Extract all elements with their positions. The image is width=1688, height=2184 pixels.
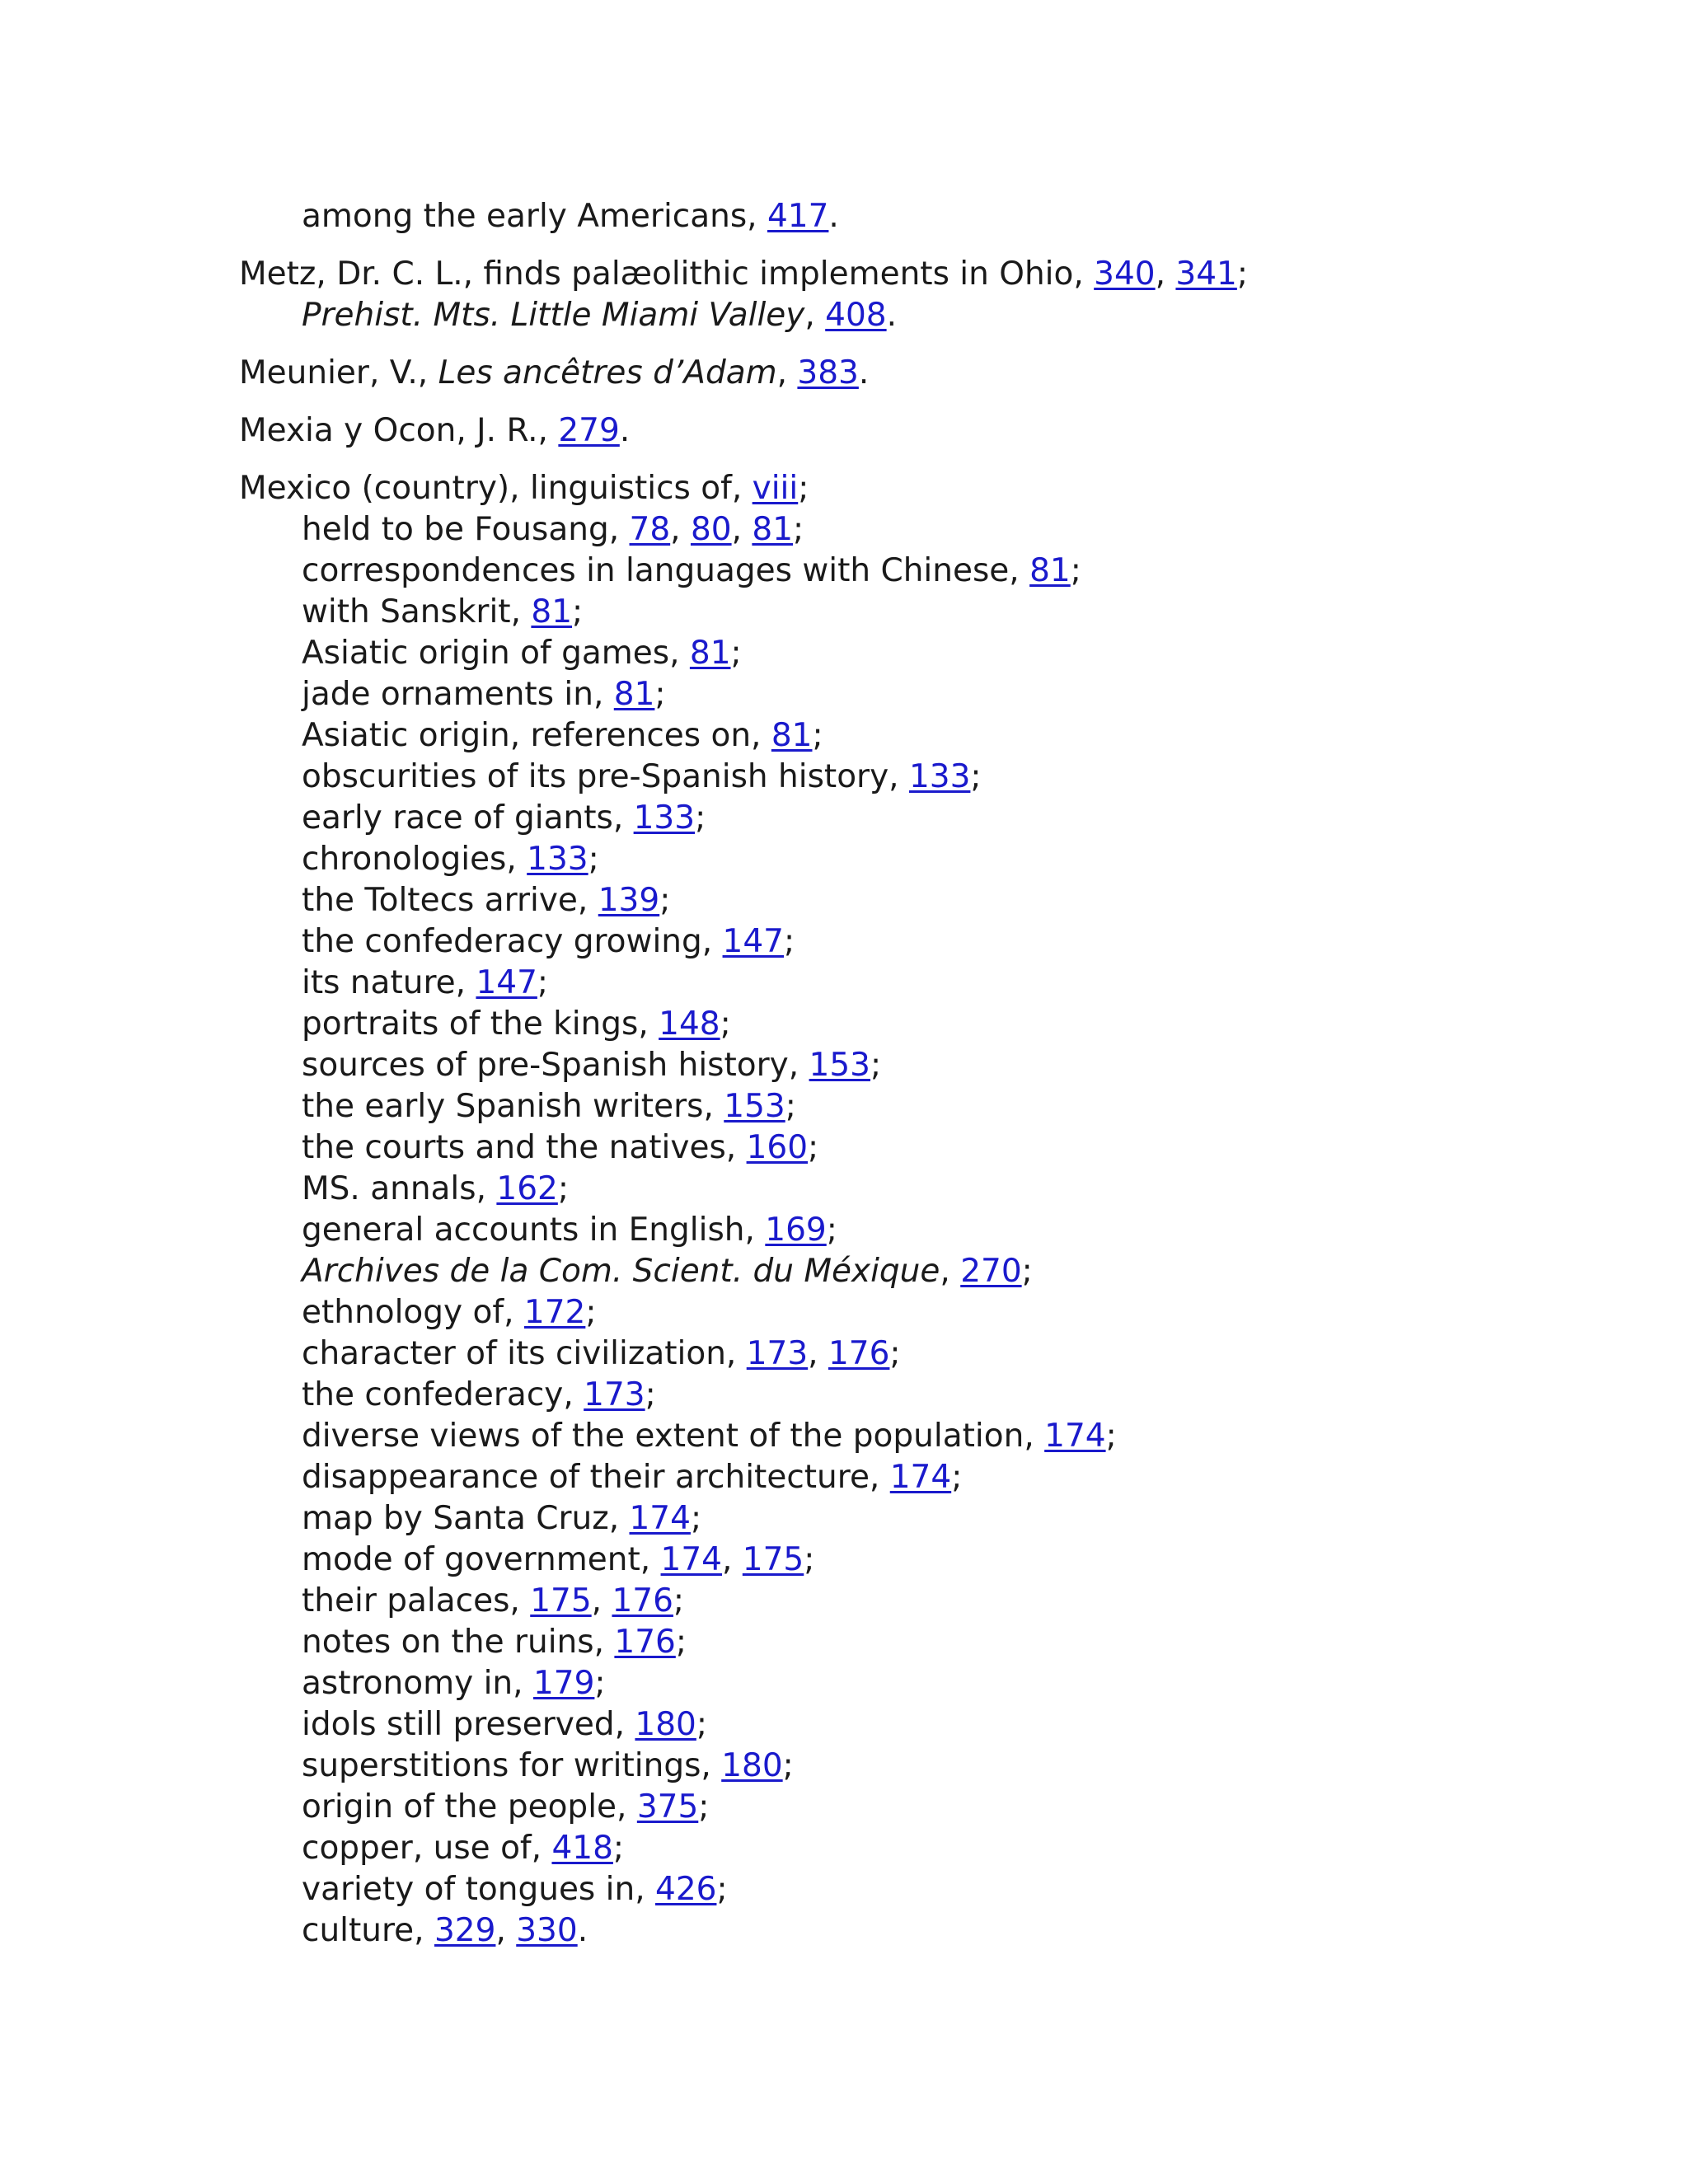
page-reference-link[interactable]: 139	[598, 882, 660, 919]
page-reference-link[interactable]: 153	[809, 1047, 870, 1084]
page-reference-link[interactable]: 174	[629, 1500, 691, 1537]
index-text: ,	[731, 511, 753, 548]
index-text: ;	[808, 1129, 819, 1166]
index-subentry-line	[239, 1457, 1640, 1498]
index-subentry-line	[239, 1086, 1640, 1127]
index-text: its nature,	[302, 964, 476, 1001]
index-subentry-line	[239, 1910, 1640, 1952]
index-subentry-line	[239, 963, 1640, 1004]
index-text: mode of government,	[302, 1541, 661, 1578]
index-subentry-line	[239, 1663, 1640, 1704]
index-text: ;	[645, 1376, 656, 1413]
index-text: ;	[557, 1170, 569, 1207]
page-reference-link[interactable]: 330	[516, 1912, 578, 1949]
index-text: ;	[695, 799, 706, 837]
index-text: .	[828, 198, 839, 235]
index-text: Mexico (country), linguistics of,	[239, 470, 753, 507]
index-subentry-line	[239, 196, 1640, 237]
index-subentry-line	[239, 1004, 1640, 1045]
index-subentry-line	[239, 757, 1640, 798]
page-reference-link[interactable]: 408	[825, 297, 887, 334]
page-reference-link[interactable]: 172	[523, 1294, 586, 1331]
page-reference-link[interactable]: viii	[752, 470, 799, 507]
page-reference-link[interactable]: 133	[527, 841, 588, 878]
index-subentry-line	[239, 880, 1640, 921]
index-entry	[239, 254, 1640, 336]
index-text: ;	[870, 1047, 882, 1084]
index-text: portraits of the kings,	[302, 1005, 659, 1043]
page-reference-link[interactable]: 174	[889, 1459, 952, 1496]
index-text: origin of the people,	[302, 1788, 637, 1825]
page-reference-link[interactable]: 340	[1094, 255, 1156, 293]
index-subentry-line	[239, 1045, 1640, 1086]
page-reference-link[interactable]: 81	[752, 511, 794, 548]
page-reference-link[interactable]: 169	[765, 1212, 827, 1249]
index-text: the confederacy,	[302, 1376, 584, 1413]
index-subentry-line	[239, 1127, 1640, 1169]
index-text: jade ornaments in,	[302, 676, 614, 713]
index-subentry-line	[239, 1746, 1640, 1787]
index-subentry-line	[239, 592, 1640, 633]
index-text: .	[577, 1912, 588, 1949]
work-title: Prehist. Mts. Little Miami Valley	[302, 297, 805, 334]
index-text: .	[858, 354, 870, 391]
index-subentry-line	[239, 1292, 1640, 1333]
index-text: ,	[1155, 255, 1176, 293]
index-subentry-line	[239, 1169, 1640, 1210]
index-text: with Sanskrit,	[302, 593, 532, 630]
page-reference-link[interactable]: 341	[1175, 255, 1237, 293]
index-text: ;	[782, 1747, 794, 1784]
page-reference-link[interactable]: 176	[828, 1335, 890, 1372]
index-subentry-line	[239, 1540, 1640, 1581]
index-subentry-line	[239, 1704, 1640, 1746]
index-subentry-line	[239, 715, 1640, 757]
page-reference-link[interactable]: 147	[722, 923, 784, 960]
page-reference-link[interactable]: 180	[721, 1747, 783, 1784]
page-reference-link[interactable]: 174	[1044, 1418, 1106, 1455]
page-reference-link[interactable]: 180	[635, 1706, 696, 1743]
page-reference-link[interactable]: 81	[531, 593, 573, 630]
index-text: idols still preserved,	[302, 1706, 635, 1743]
index-text: ;	[594, 1665, 606, 1702]
index-text: ;	[572, 593, 584, 630]
index-text: early race of giants,	[302, 799, 634, 837]
index-heading-line	[239, 353, 1640, 394]
index-text: held to be Fousang,	[302, 511, 630, 548]
index-text: ;	[1070, 552, 1081, 589]
index-entry	[239, 353, 1640, 394]
index-text: ;	[1105, 1418, 1117, 1455]
index-text: ;	[720, 1005, 731, 1043]
index-text: .	[619, 412, 631, 449]
index-text: ;	[698, 1788, 710, 1825]
index-text: ;	[804, 1541, 815, 1578]
index-text: variety of tongues in,	[302, 1871, 655, 1908]
index-text: ;	[730, 635, 742, 672]
index-text: ;	[673, 1582, 685, 1619]
index-entry	[239, 468, 1640, 1952]
index-subentry-line	[239, 1581, 1640, 1622]
index-subentry-line	[239, 1333, 1640, 1375]
index-text: ,	[670, 511, 691, 548]
index-subentry-line	[239, 1828, 1640, 1869]
work-title: Les ancêtres d’Adam	[438, 354, 777, 391]
index-entry	[239, 410, 1640, 452]
index-heading-line	[239, 254, 1640, 295]
page-reference-link[interactable]: 270	[960, 1253, 1022, 1290]
index-text: ,	[804, 297, 826, 334]
index-text: ;	[612, 1830, 625, 1867]
page-reference-link[interactable]: 81	[689, 635, 731, 672]
page-reference-link[interactable]: 174	[660, 1541, 722, 1578]
index-text: astronomy in,	[302, 1665, 533, 1702]
index-subentry-line	[239, 1375, 1640, 1416]
page-reference-link[interactable]: 81	[1029, 552, 1071, 589]
index-text: ;	[675, 1624, 687, 1661]
index-text: general accounts in English,	[302, 1212, 766, 1249]
index-text: Meunier, V.,	[239, 354, 438, 391]
index-text: ,	[808, 1335, 828, 1372]
work-title: Archives de la Com. Scient. du Méxique	[302, 1253, 940, 1290]
index-text: map by Santa Cruz,	[302, 1500, 630, 1537]
page-reference-link[interactable]: 179	[532, 1665, 595, 1702]
page-reference-link[interactable]: 375	[636, 1788, 699, 1825]
index-text: ,	[591, 1582, 612, 1619]
index-subentry-line	[239, 633, 1640, 674]
index-text: ;	[970, 758, 982, 795]
index-subentry-line	[239, 1498, 1640, 1540]
page-reference-link[interactable]: 148	[659, 1005, 720, 1043]
index-text: ;	[585, 1294, 597, 1331]
index-text: ;	[784, 923, 795, 960]
index-text: ,	[495, 1912, 517, 1949]
index-text: the courts and the natives,	[302, 1129, 747, 1166]
page-reference-link[interactable]: 176	[612, 1582, 673, 1619]
index-text: the early Spanish writers,	[302, 1088, 724, 1125]
index-text: ;	[654, 676, 666, 713]
index-text: ;	[537, 964, 549, 1001]
index-text: among the early Americans,	[302, 198, 767, 235]
page-reference-link[interactable]: 133	[633, 799, 696, 837]
page-reference-link[interactable]: 175	[742, 1541, 804, 1578]
index-text: chronologies,	[302, 841, 528, 878]
index-text: ;	[793, 511, 804, 548]
page-reference-link[interactable]: 418	[551, 1830, 613, 1867]
index-text: ;	[785, 1088, 796, 1125]
index-text: character of its civilization,	[302, 1335, 747, 1372]
page-reference-link[interactable]: 81	[613, 676, 655, 713]
index-text: the confederacy growing,	[302, 923, 723, 960]
page-reference-link[interactable]: 81	[771, 717, 813, 754]
page-reference-link[interactable]: 173	[746, 1335, 809, 1372]
index-subentry-line	[239, 674, 1640, 715]
index-text: culture,	[302, 1912, 434, 1949]
page-reference-link[interactable]: 173	[584, 1376, 645, 1413]
index-text: ;	[588, 841, 599, 878]
index-text: ;	[696, 1706, 708, 1743]
index-text: Asiatic origin, references on,	[302, 717, 771, 754]
index-text: ;	[889, 1335, 901, 1372]
page-reference-link[interactable]: 383	[797, 354, 859, 391]
index-subentry-line	[239, 1622, 1640, 1663]
index-heading-line	[239, 468, 1640, 509]
index-subentry-line	[239, 1251, 1640, 1292]
index-subentry-line	[239, 1869, 1640, 1910]
index-text: Metz, Dr. C. L., finds palæolithic implements in Ohio,	[239, 255, 1095, 293]
index-subentry-line	[239, 1210, 1640, 1251]
page-reference-link[interactable]: 279	[558, 412, 620, 449]
page-reference-link[interactable]: 426	[655, 1871, 717, 1908]
index-text: sources of pre-Spanish history,	[302, 1047, 809, 1084]
index-subentry-line	[239, 798, 1640, 839]
index-subentry-line	[239, 295, 1640, 336]
index-text: ,	[776, 354, 798, 391]
index-subentry-line	[239, 1416, 1640, 1457]
index-text: ;	[826, 1212, 837, 1249]
index-text: .	[886, 297, 898, 334]
index-text: notes on the ruins,	[302, 1624, 615, 1661]
index-subentry-line	[239, 551, 1640, 592]
page-reference-link[interactable]: 78	[629, 511, 671, 548]
index-text: ;	[951, 1459, 963, 1496]
index-text: diverse views of the extent of the population,	[302, 1418, 1045, 1455]
index-text: superstitions for writings,	[302, 1747, 722, 1784]
index-text: ,	[722, 1541, 743, 1578]
index-text: their palaces,	[302, 1582, 531, 1619]
index-text: the Toltecs arrive,	[302, 882, 598, 919]
index-subentry-line	[239, 1787, 1640, 1828]
index-text: ;	[798, 470, 809, 507]
index-heading-line	[239, 410, 1640, 452]
index-text: ;	[659, 882, 671, 919]
index-subentry-line	[239, 921, 1640, 963]
index-text: copper, use of,	[302, 1830, 552, 1867]
index-text: ;	[716, 1871, 728, 1908]
index-text: Mexia y Ocon, J. R.,	[239, 412, 559, 449]
index-entry	[239, 196, 1640, 237]
index-subentry-line	[239, 509, 1640, 551]
index-text: ;	[690, 1500, 702, 1537]
index-text: ;	[1021, 1253, 1033, 1290]
page-reference-link[interactable]: 162	[496, 1170, 558, 1207]
page-reference-link[interactable]: 176	[614, 1624, 676, 1661]
index-text: ethnology of,	[302, 1294, 524, 1331]
index-text: ,	[940, 1253, 961, 1290]
page-reference-link[interactable]: 80	[690, 511, 732, 548]
page-reference-link[interactable]: 153	[724, 1088, 785, 1125]
index-text: correspondences in languages with Chinese,	[302, 552, 1030, 589]
index-text: ;	[1236, 255, 1248, 293]
page-reference-link[interactable]: 175	[530, 1582, 592, 1619]
index-text: disappearance of their architecture,	[302, 1459, 890, 1496]
page-reference-link[interactable]: 160	[746, 1129, 809, 1166]
index-listing	[239, 196, 1640, 1968]
page-reference-link[interactable]: 133	[908, 758, 971, 795]
page-reference-link[interactable]: 329	[434, 1912, 496, 1949]
page-reference-link[interactable]: 417	[767, 198, 829, 235]
index-text: ;	[812, 717, 823, 754]
page-reference-link[interactable]: 147	[476, 964, 537, 1001]
index-text: obscurities of its pre-Spanish history,	[302, 758, 909, 795]
index-text: Asiatic origin of games,	[302, 635, 690, 672]
index-subentry-line	[239, 839, 1640, 880]
index-text: MS. annals,	[302, 1170, 497, 1207]
